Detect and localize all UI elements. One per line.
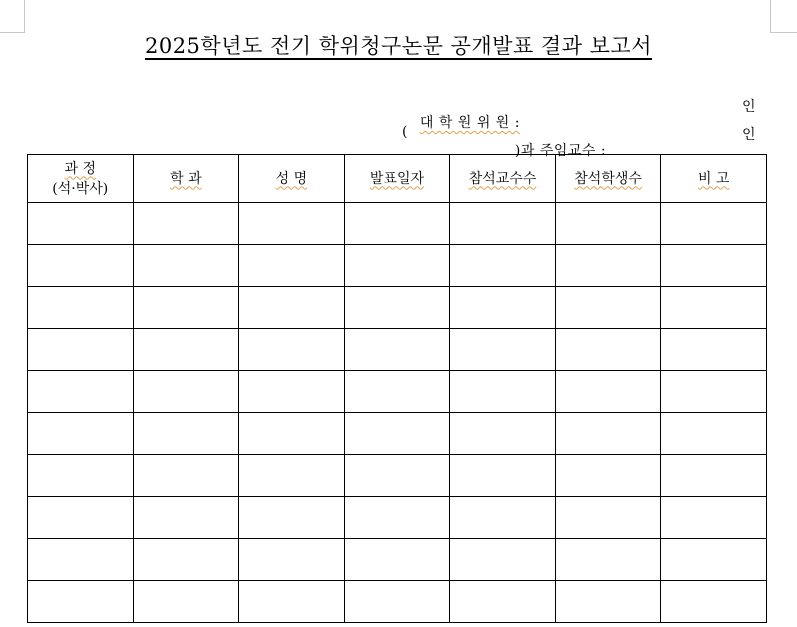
table-cell[interactable] (239, 329, 345, 371)
table-cell[interactable] (239, 581, 345, 623)
table-cell[interactable] (555, 581, 661, 623)
table-cell[interactable] (133, 455, 239, 497)
column-header (28, 155, 134, 203)
table-row (28, 539, 767, 581)
table-cell[interactable] (344, 581, 450, 623)
table-cell[interactable] (661, 455, 767, 497)
table-cell[interactable] (661, 413, 767, 455)
table-cell[interactable] (28, 413, 134, 455)
table-cell[interactable] (239, 539, 345, 581)
table-cell[interactable] (133, 413, 239, 455)
table-cell[interactable] (239, 203, 345, 245)
table-cell[interactable] (450, 203, 556, 245)
table-row (28, 287, 767, 329)
table-cell[interactable] (555, 287, 661, 329)
table-cell[interactable] (450, 245, 556, 287)
table-cell[interactable] (28, 287, 134, 329)
column-header (239, 155, 345, 203)
column-header (661, 155, 767, 203)
table-cell[interactable] (661, 497, 767, 539)
table-cell[interactable] (344, 539, 450, 581)
table-cell[interactable] (239, 497, 345, 539)
table-cell[interactable] (661, 287, 767, 329)
column-header-label: 발표일자 (369, 170, 425, 187)
document-title (0, 30, 797, 60)
table-cell[interactable] (450, 287, 556, 329)
column-header-label: 성 명 (275, 170, 308, 187)
table-row (28, 413, 767, 455)
chair-seal-mark: 인 (742, 99, 757, 115)
column-header-sublabel: (석·박사) (52, 180, 109, 197)
chair-label: 대 학 원 위 원 : (419, 115, 520, 131)
table-cell[interactable] (133, 539, 239, 581)
table-cell[interactable] (239, 413, 345, 455)
table-cell[interactable] (344, 329, 450, 371)
report-table (27, 154, 767, 623)
crop-mark-top-right (770, 0, 797, 33)
table-cell[interactable] (555, 455, 661, 497)
table-cell[interactable] (555, 371, 661, 413)
table-cell[interactable] (28, 581, 134, 623)
document-title-text: 2025학년도 전기 학위청구논문 공개발표 결과 보고서 (144, 34, 653, 58)
table-cell[interactable] (133, 371, 239, 413)
table-row (28, 581, 767, 623)
table-cell[interactable] (28, 329, 134, 371)
table-cell[interactable] (28, 371, 134, 413)
column-header (133, 155, 239, 203)
table-cell[interactable] (661, 371, 767, 413)
table-cell[interactable] (239, 287, 345, 329)
table-cell[interactable] (555, 329, 661, 371)
table-cell[interactable] (450, 371, 556, 413)
table-row (28, 497, 767, 539)
table-cell[interactable] (133, 287, 239, 329)
table-cell[interactable] (661, 203, 767, 245)
table-row (28, 455, 767, 497)
table-cell[interactable] (555, 203, 661, 245)
table-header-row (28, 155, 767, 203)
table-cell[interactable] (555, 245, 661, 287)
advisor-label: )과 주임교수 : (514, 143, 607, 159)
table-cell[interactable] (450, 413, 556, 455)
table-body (28, 203, 767, 623)
crop-mark-top-left (0, 0, 25, 33)
table-cell[interactable] (450, 455, 556, 497)
table-cell[interactable] (133, 329, 239, 371)
table-cell[interactable] (28, 455, 134, 497)
table-cell[interactable] (555, 539, 661, 581)
table-cell[interactable] (661, 245, 767, 287)
table-cell[interactable] (450, 497, 556, 539)
column-header-label: 참석교수수 (468, 170, 537, 187)
table-row (28, 203, 767, 245)
table-cell[interactable] (239, 371, 345, 413)
column-header-label: 학 과 (170, 170, 202, 187)
table-cell[interactable] (344, 371, 450, 413)
column-header-label: 참석학생수 (574, 170, 642, 187)
table-cell[interactable] (450, 329, 556, 371)
table-cell[interactable] (661, 329, 767, 371)
table-row (28, 245, 767, 287)
table-cell[interactable] (661, 581, 767, 623)
table-cell[interactable] (344, 455, 450, 497)
column-header-label: 비 고 (697, 170, 730, 187)
table-cell[interactable] (28, 497, 134, 539)
table-cell[interactable] (344, 203, 450, 245)
table-cell[interactable] (450, 581, 556, 623)
column-header (555, 155, 661, 203)
table-cell[interactable] (555, 497, 661, 539)
table-cell[interactable] (344, 287, 450, 329)
table-cell[interactable] (450, 539, 556, 581)
table-cell[interactable] (661, 539, 767, 581)
table-cell[interactable] (133, 581, 239, 623)
column-header-label: 과 정 (64, 160, 97, 177)
column-header (344, 155, 450, 203)
table-cell[interactable] (133, 203, 239, 245)
table-row (28, 371, 767, 413)
table-cell[interactable] (555, 413, 661, 455)
table-cell[interactable] (239, 455, 345, 497)
table-cell[interactable] (344, 245, 450, 287)
table-cell[interactable] (344, 497, 450, 539)
table-row (28, 329, 767, 371)
table-cell[interactable] (28, 245, 134, 287)
table-cell[interactable] (133, 497, 239, 539)
table-cell[interactable] (28, 203, 134, 245)
table-cell[interactable] (344, 413, 450, 455)
table-cell[interactable] (133, 245, 239, 287)
advisor-paren-open: ( (402, 124, 408, 140)
column-header (450, 155, 556, 203)
table-cell[interactable] (239, 245, 345, 287)
table-cell[interactable] (28, 539, 134, 581)
advisor-seal-mark: 인 (742, 127, 757, 143)
